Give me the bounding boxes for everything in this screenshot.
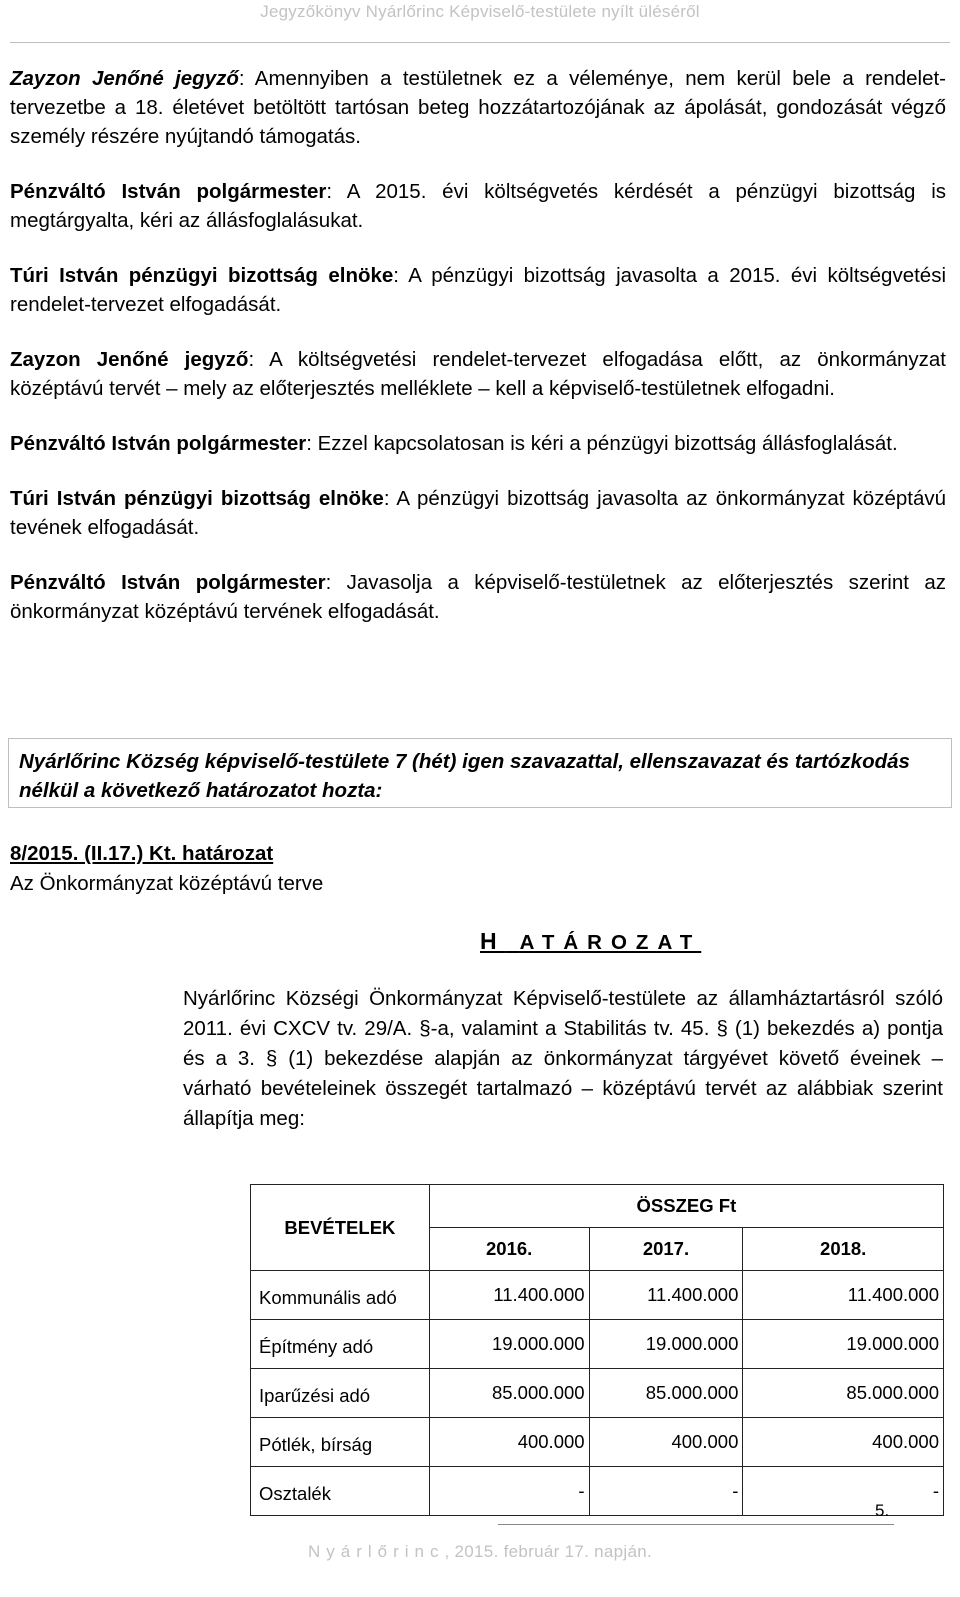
resolution-title-initial: H bbox=[480, 928, 506, 954]
footer-date: , 2015. február 17. napján. bbox=[444, 1542, 653, 1561]
header-revenues: BEVÉTELEK bbox=[251, 1185, 430, 1271]
speaker-name: Pénzváltó István polgármester bbox=[10, 432, 307, 455]
paragraph-text: A pénzügyi bizottság javasolta az önkormányzat középtávú tevének elfogadását. bbox=[10, 487, 947, 539]
header-divider bbox=[10, 42, 950, 43]
document-header-title: Jegyzőkönyv Nyárlőrinc Képviselő-testülete nyílt üléséről bbox=[260, 2, 700, 21]
cell-2017: 19.000.000 bbox=[589, 1320, 743, 1369]
paragraph-5: Pénzváltó István polgármester: Ezzel kapcsolatosan is kéri a pénzügyi bizottság állásfoglalását. bbox=[10, 432, 898, 455]
paragraph-7: Pénzváltó István polgármester: Javasolja a képviselő-testületnek az előterjesztés szerint az önkormányzat középtávú tervének elfogadását. bbox=[10, 571, 946, 623]
table-row bbox=[251, 1320, 944, 1369]
paragraph-3: Túri István pénzügyi bizottság elnöke: A pénzügyi bizottság javasolta a 2015. évi költségvetési rendelet-tervezet elfogadását. bbox=[10, 264, 947, 316]
speaker-name: Pénzváltó István polgármester bbox=[10, 180, 327, 203]
paragraph-6: Túri István pénzügyi bizottság elnöke: A pénzügyi bizottság javasolta az önkormányzat középtávú tevének elfogadását. bbox=[10, 487, 947, 539]
speaker-name: Túri István pénzügyi bizottság elnöke bbox=[10, 487, 384, 510]
cell-2018: 400.000 bbox=[743, 1418, 944, 1467]
header-year-2018: 2018. bbox=[743, 1228, 944, 1271]
table-row bbox=[251, 1467, 944, 1516]
document-footer bbox=[0, 1542, 960, 1562]
paragraph-1: Zayzon Jenőné jegyző: Amennyiben a testületnek ez a véleménye, nem kerül bele a rendelet-tervezetbe a 18. életévet betöltött tartósan beteg hozzátartozójának az ápolását, gondozását végző személy részére nyújtandó támogatás. bbox=[10, 67, 947, 148]
paragraph-text: A költségvetési rendelet-tervezet elfogadása előtt, az önkormányzat középtávú tervét – mely az előterjesztés melléklete – kell a képviselő-testületnek elfogadni. bbox=[10, 348, 946, 400]
cell-2017: 11.400.000 bbox=[589, 1271, 743, 1320]
cell-2018: - bbox=[743, 1467, 944, 1516]
cell-2016: 400.000 bbox=[429, 1418, 589, 1467]
speaker-name: Zayzon Jenőné jegyző bbox=[10, 348, 249, 371]
header-year-2017: 2017. bbox=[589, 1228, 743, 1271]
cell-2018: 11.400.000 bbox=[743, 1271, 944, 1320]
paragraph-text: A pénzügyi bizottság javasolta a 2015. évi költségvetési rendelet-tervezet elfogadását. bbox=[10, 264, 947, 316]
cell-2016: 85.000.000 bbox=[429, 1369, 589, 1418]
speaker-name: Pénzváltó István polgármester bbox=[10, 571, 326, 594]
cell-2016: 19.000.000 bbox=[429, 1320, 589, 1369]
resolution-title-rest: ATÁROZAT bbox=[519, 931, 702, 954]
revenue-table bbox=[250, 1184, 944, 1516]
paragraph-text: Javasolja a képviselő-testületnek az előterjesztés szerint az önkormányzat középtávú tervének elfogadását. bbox=[10, 571, 946, 623]
resolution-number: 8/2015. (II.17.) Kt. határozat bbox=[10, 842, 274, 865]
table-row bbox=[251, 1369, 944, 1418]
row-label: Építmény adó bbox=[251, 1320, 430, 1369]
cell-2017: 85.000.000 bbox=[589, 1369, 743, 1418]
paragraph-4: Zayzon Jenőné jegyző: A költségvetési rendelet-tervezet elfogadása előtt, az önkormányzat középtávú tervét – mely az előterjesztés melléklete – kell a képviselő-testületnek elfogadni. bbox=[10, 348, 946, 400]
page-number: 5. bbox=[875, 1501, 890, 1520]
cell-2016: - bbox=[429, 1467, 589, 1516]
cell-2016: 11.400.000 bbox=[429, 1271, 589, 1320]
row-label: Iparűzési adó bbox=[251, 1369, 430, 1418]
row-label: Kommunális adó bbox=[251, 1271, 430, 1320]
paragraph-text: A 2015. évi költségvetés kérdését a pénzügyi bizottság is megtárgyalta, kéri az állásfoglalásukat. bbox=[10, 180, 946, 232]
row-label: Osztalék bbox=[251, 1467, 430, 1516]
paragraph-2: Pénzváltó István polgármester: A 2015. évi költségvetés kérdését a pénzügyi bizottság is megtárgyalta, kéri az állásfoglalásukat. bbox=[10, 180, 946, 232]
table-row bbox=[251, 1271, 944, 1320]
resolution-title bbox=[480, 928, 701, 955]
resolution-text: Nyárlőrinc Községi Önkormányzat Képviselő-testülete az államháztartásról szóló 2011. évi CXCV tv. 29/A. §-a, valamint a Stabilitás tv. 45. § (1) bekezdés a) pontja és a 3. § (1) bekezdése alapján az önkormányzat tárgyévet követő éveinek – várható bevételeinek összegét tartalmazó – középtávú tervét az alábbiak szerint állapítja meg: bbox=[183, 987, 943, 1130]
minutes-body bbox=[10, 64, 946, 652]
resolution-subject: Az Önkormányzat középtávú terve bbox=[10, 872, 324, 895]
cell-2017: 400.000 bbox=[589, 1418, 743, 1467]
paragraph-text: Ezzel kapcsolatosan is kéri a pénzügyi bizottság állásfoglalását. bbox=[317, 432, 898, 455]
speaker-name: Zayzon Jenőné jegyző bbox=[10, 67, 239, 90]
header-amount: ÖSSZEG Ft bbox=[429, 1185, 943, 1228]
vote-result-box bbox=[8, 738, 952, 808]
row-label: Pótlék, bírság bbox=[251, 1418, 430, 1467]
vote-result-text: Nyárlőrinc Község képviselő-testülete 7 (hét) igen szavazattal, ellenszavazat és tartózkodás nélkül a következő határozatot hozta: bbox=[19, 750, 910, 802]
cell-2018: 19.000.000 bbox=[743, 1320, 944, 1369]
table-row bbox=[251, 1418, 944, 1467]
header-year-2016: 2016. bbox=[429, 1228, 589, 1271]
footer-place: Nyárlőrinc bbox=[307, 1542, 445, 1561]
footer-divider bbox=[498, 1524, 894, 1525]
cell-2018: 85.000.000 bbox=[743, 1369, 944, 1418]
cell-2017: - bbox=[589, 1467, 743, 1516]
paragraph-text: Amennyiben a testületnek ez a véleménye, nem kerül bele a rendelet-tervezetbe a 18. életévet betöltött tartósan beteg hozzátartozójának az ápolását, gondozását végző személy részére nyújtandó támogatás. bbox=[10, 67, 947, 148]
speaker-name: Túri István pénzügyi bizottság elnöke bbox=[10, 264, 394, 287]
